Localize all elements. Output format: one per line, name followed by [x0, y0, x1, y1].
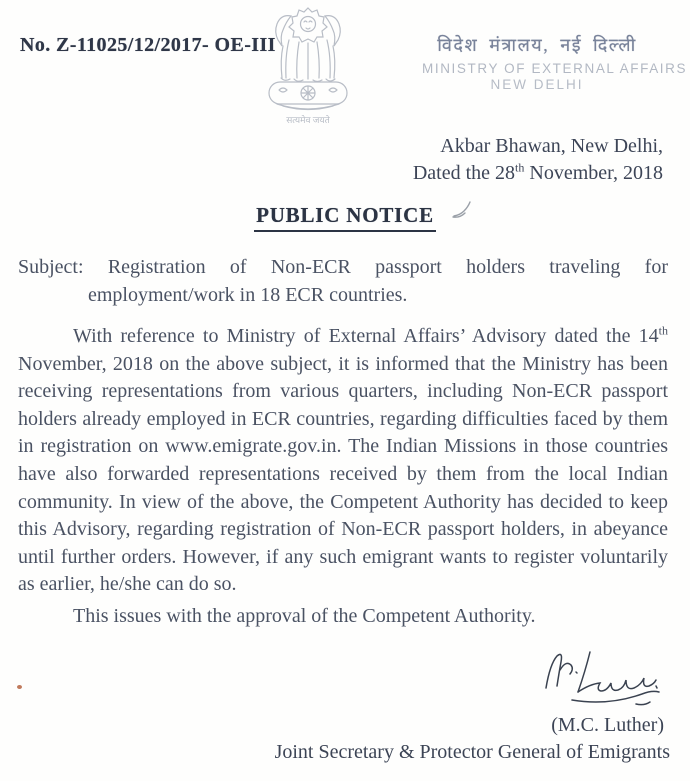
body-superscript: th [658, 323, 668, 338]
place-date-block [413, 133, 663, 187]
signatory-name: (M.C. Luther) [551, 714, 664, 736]
ministry-stamp [422, 33, 688, 92]
notice-title: PUBLIC NOTICE [0, 203, 690, 232]
national-emblem-icon [261, 2, 355, 128]
handwritten-signature [538, 646, 666, 720]
pen-tick-icon [449, 196, 477, 222]
signatory-block [275, 712, 670, 766]
emblem-motto: सत्यमेव जयते [286, 115, 330, 125]
subject-line-1: Subject: Registration of Non-ECR passport holders traveling for [18, 256, 668, 278]
ministry-city: NEW DELHI [490, 77, 584, 92]
ministry-name-english: MINISTRY OF EXTERNAL AFFAIRS [422, 61, 688, 76]
signatory-designation: Joint Secretary & Protector General of Emigrants [274, 741, 670, 763]
subject-block [18, 253, 668, 309]
red-ink-speck [17, 685, 22, 689]
place-line: Akbar Bhawan, New Delhi, [440, 135, 663, 157]
date-superscript: th [515, 160, 525, 175]
subject-line-2: employment/work in 18 ECR countries. [88, 284, 408, 306]
ministry-name-hindi: विदेश मंत्रालय, नई दिल्ली [437, 35, 637, 55]
date-line: Dated the 28th November, 2018 [412, 160, 663, 184]
reference-number: No. Z-11025/12/2017- OE-III [20, 34, 276, 56]
body-paragraph: With reference to Ministry of External Affairs’ Advisory dated the 14th November, 2018 on the above subject, it is informed that the Ministry has been receiving representations from various quarters, including Non-ECR passport holders already employed in ECR countries, regarding difficulties faced by them in registration on www.emigrate.gov.in. The Indian Missions in those countries have also forwarded representations received by them from the local Indian community. In view of the above, the Competent Authority has decided to keep this Advisory, regarding registration of Non-ECR passport holders, in abeyance until further orders. However, if any such emigrant wants to register voluntarily as earlier, he/she can do so. [18, 323, 668, 596]
closing-line: This issues with the approval of the Competent Authority. [73, 605, 536, 627]
